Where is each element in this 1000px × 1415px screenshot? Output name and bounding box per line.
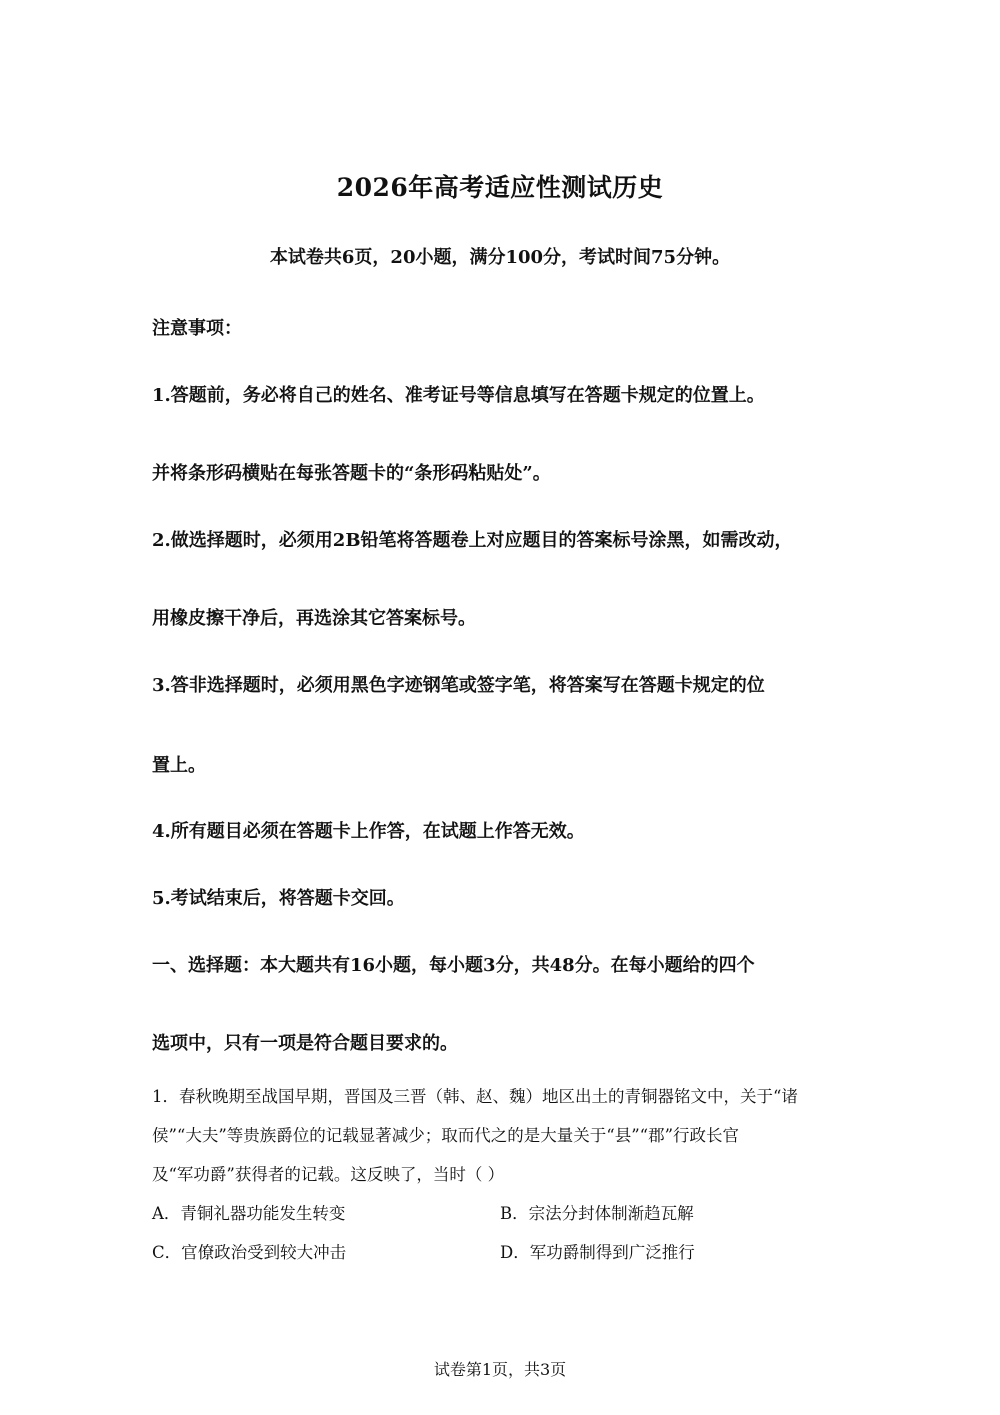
notice-line: 并将条形码横贴在每张答题卡的“条形码粘贴处”。 (152, 463, 551, 484)
question-1-option-b: B．宗法分封体制渐趋瓦解 (500, 1204, 694, 1223)
question-1-stem-line: 侯”“大夫”等贵族爵位的记载显著减少；取而代之的是大量关于“县”“郡”行政长官 (152, 1126, 740, 1145)
question-1-option-c: C．官僚政治受到较大冲击 (152, 1243, 347, 1262)
question-1-option-a: A．青铜礼器功能发生转变 (152, 1204, 346, 1223)
question-1-option-d: D．军功爵制得到广泛推行 (500, 1243, 695, 1262)
page-footer: 试卷第1页，共3页 (433, 1360, 567, 1379)
notice-line: 4.所有题目必须在答题卡上作答，在试题上作答无效。 (152, 821, 585, 842)
notice-heading: 注意事项： (152, 318, 242, 339)
notice-line: 置上。 (152, 755, 206, 776)
exam-subtitle: 本试卷共6页，20小题，满分100分，考试时间75分钟。 (269, 247, 731, 268)
question-1-stem-line: 及“军功爵”获得者的记载。这反映了，当时（ ） (152, 1165, 505, 1184)
exam-title: 2026年高考适应性测试历史 (336, 173, 664, 202)
question-1-stem-line: 1．春秋晚期至战国早期，晋国及三晋（韩、赵、魏）地区出土的青铜器铭文中，关于“诸 (152, 1087, 798, 1106)
section-heading-line: 选项中，只有一项是符合题目要求的。 (152, 1033, 458, 1054)
notice-line: 2.做选择题时，必须用2B铅笔将答题卷上对应题目的答案标号涂黑，如需改动， (152, 530, 793, 551)
notice-line: 用橡皮擦干净后，再选涂其它答案标号。 (152, 608, 476, 629)
notice-line: 5.考试结束后，将答题卡交回。 (152, 888, 405, 909)
notice-line: 3.答非选择题时，必须用黑色字迹钢笔或签字笔，将答案写在答题卡规定的位 (152, 675, 765, 696)
section-heading-line: 一、选择题：本大题共有16小题，每小题3分，共48分。在每小题给的四个 (152, 955, 755, 976)
notice-line: 1.答题前，务必将自己的姓名、准考证号等信息填写在答题卡规定的位置上。 (152, 385, 765, 406)
